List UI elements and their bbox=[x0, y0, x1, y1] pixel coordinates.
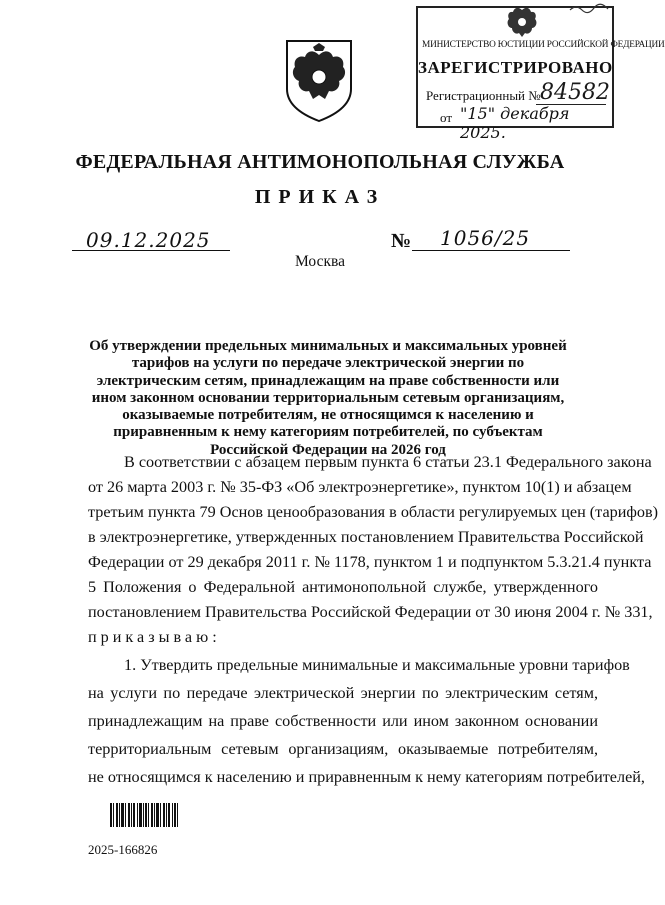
document-subject: Об утверждении предельных минимальных и максимальных уровней тарифов на услуги по передаче электрической энергии по электрическим сетям, принадлежащим на праве собственности или ином законном основании территориальным сетевым организациям, оказываемые потребителям, не относящимся к населению и приравненным к нему категориям потребителей, по субъектам Российской Федерации на 2026 год bbox=[89, 338, 567, 458]
order-number: 1056/25 bbox=[440, 226, 531, 250]
item1-line: не относящимся к населению и приравненным к нему категориям потребителей, bbox=[88, 768, 645, 786]
number-underline bbox=[412, 250, 570, 251]
preamble-line: третьим пункта 79 Основ ценообразования в области регулируемых цен (тарифов) bbox=[88, 503, 658, 521]
order-date: 09.12.2025 bbox=[86, 228, 211, 252]
stamp-registered-label: ЗАРЕГИСТРИРОВАНО bbox=[418, 58, 613, 77]
preamble-line: 5 Положения о Федеральной антимонопольной службе, утвержденного bbox=[88, 578, 598, 596]
preamble-line: В соответствии с абзацем первым пункта 6 статьи 23.1 Федерального закона bbox=[124, 453, 652, 471]
coat-of-arms-emblem bbox=[283, 37, 355, 123]
preamble-line: Федерации от 29 декабря 2011 г. № 1178, пунктом 1 и подпунктом 5.3.21.4 пункта bbox=[88, 553, 652, 571]
stamp-emblem-icon bbox=[504, 4, 540, 40]
stamp-reg-number-label: Регистрационный № bbox=[426, 88, 541, 103]
date-underline bbox=[72, 250, 230, 251]
barcode-number: 2025-166826 bbox=[88, 842, 158, 857]
registration-stamp bbox=[416, 6, 665, 142]
barcode bbox=[110, 803, 178, 827]
preamble-line: постановлением Правительства Российской Федерации от 30 июня 2004 г. № 331, bbox=[88, 603, 653, 621]
preamble-line: в электроэнергетике, утвержденных постановлением Правительства Российской bbox=[88, 528, 644, 546]
preamble-line: от 26 марта 2003 г. № 35-ФЗ «Об электроэнергетике», пунктом 10(1) и абзацем bbox=[88, 478, 632, 496]
city: Москва bbox=[295, 253, 345, 270]
order-number-label: № bbox=[391, 230, 412, 252]
stamp-reg-number: 84582 bbox=[540, 80, 610, 105]
orders-word: приказываю: bbox=[88, 628, 221, 646]
item1-line: территориальным сетевым организациям, оказываемые потребителям, bbox=[88, 740, 598, 758]
document-type: ПРИКАЗ bbox=[254, 186, 386, 208]
item1-line: на услуги по передаче электрической энергии по электрическим сетям, bbox=[88, 684, 598, 702]
stamp-scribble-mark bbox=[568, 2, 614, 14]
stamp-reg-date: "15" декабря 2025. bbox=[460, 104, 570, 142]
stamp-from-label: от bbox=[440, 110, 453, 125]
organization-title: ФЕДЕРАЛЬНАЯ АНТИМОНОПОЛЬНАЯ СЛУЖБА bbox=[75, 151, 565, 173]
stamp-ministry-name: МИНИСТЕРСТВО ЮСТИЦИИ РОССИЙСКОЙ ФЕДЕРАЦИИ bbox=[422, 40, 665, 50]
item1-line: принадлежащим на праве собственности или ином законном основании bbox=[88, 712, 598, 730]
stamp-underline bbox=[458, 126, 608, 127]
item1-line: 1. Утвердить предельные минимальные и максимальные уровни тарифов bbox=[124, 656, 630, 674]
